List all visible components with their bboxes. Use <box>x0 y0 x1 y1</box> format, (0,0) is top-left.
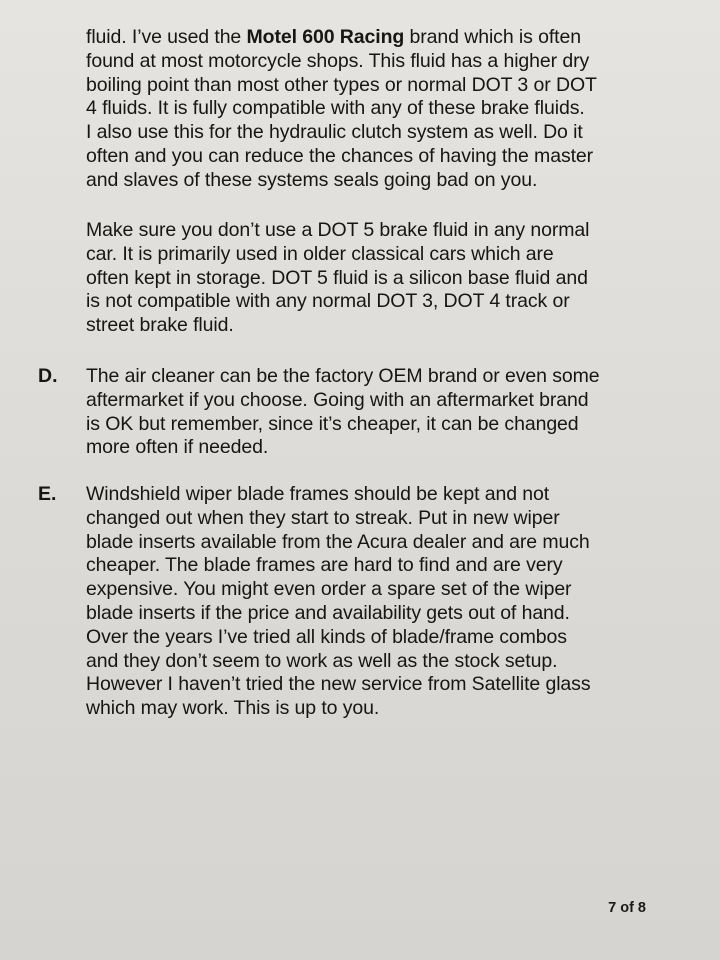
list-marker-e: E. <box>38 483 57 505</box>
page-number: 7 of 8 <box>608 900 646 916</box>
list-item-d-air-cleaner <box>86 365 666 460</box>
list-item-e-wiper-blades <box>86 483 666 721</box>
paragraph-dot5-warning <box>86 219 666 338</box>
text-line: boiling point than most other types or normal DOT 3 or DOT <box>86 73 597 96</box>
text-line: found at most motorcycle shops. This fluid has a higher dry <box>86 49 590 72</box>
text-line <box>86 26 666 50</box>
list-marker-d: D. <box>38 365 58 387</box>
text-line: is OK but remember, since it’s cheaper, it can be changed <box>86 412 579 435</box>
text-line: often and you can reduce the chances of having the master <box>86 144 594 167</box>
text-line: and slaves of these systems seals going bad on you. <box>86 168 538 191</box>
text-run: fluid. I’ve used the <box>86 26 247 48</box>
text-line: is not compatible with any normal DOT 3, DOT 4 track or <box>86 290 570 313</box>
text-line: blade inserts if the price and availability gets out of hand. <box>86 601 570 624</box>
text-line: which may work. This is up to you. <box>86 697 380 720</box>
text-line: changed out when they start to streak. Put in new wiper <box>86 506 560 529</box>
paragraph-brake-fluid-brand <box>86 26 666 193</box>
text-line: aftermarket if you choose. Going with an aftermarket brand <box>86 388 589 411</box>
text-line: blade inserts available from the Acura dealer and are much <box>86 530 590 553</box>
text-line: often kept in storage. DOT 5 fluid is a silicon base fluid and <box>86 266 588 289</box>
brand-name-bold: Motel 600 Racing <box>246 26 405 48</box>
text-line: Over the years I’ve tried all kinds of blade/frame combos <box>86 625 567 648</box>
text-line: and they don’t seem to work as well as the stock setup. <box>86 649 558 672</box>
text-line: street brake fluid. <box>86 314 234 337</box>
text-run: brand which is often <box>404 26 581 48</box>
text-line: 4 fluids. It is fully compatible with any of these brake fluids. <box>86 97 585 120</box>
text-line: I also use this for the hydraulic clutch system as well. Do it <box>86 121 583 144</box>
text-line: Windshield wiper blade frames should be kept and not <box>86 483 550 505</box>
text-line: However I haven’t tried the new service from Satellite glass <box>86 673 591 696</box>
text-line: Make sure you don’t use a DOT 5 brake fluid in any normal <box>86 219 590 241</box>
text-line: car. It is primarily used in older classical cars which are <box>86 242 554 265</box>
text-line: expensive. You might even order a spare set of the wiper <box>86 578 572 601</box>
text-line: more often if needed. <box>86 436 269 459</box>
text-line: cheaper. The blade frames are hard to find and are very <box>86 554 563 577</box>
text-line: The air cleaner can be the factory OEM brand or even some <box>86 365 600 387</box>
